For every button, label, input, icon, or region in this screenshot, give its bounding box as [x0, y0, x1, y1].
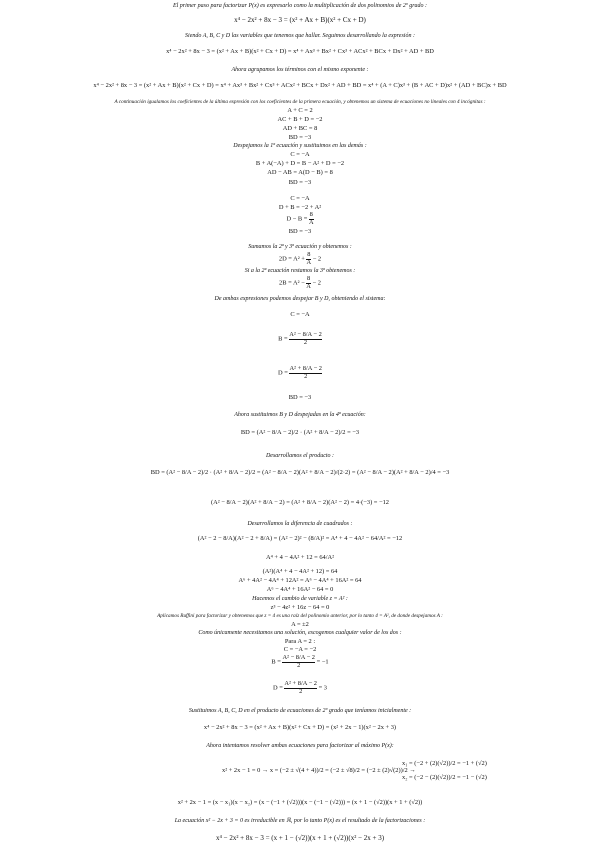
equation-step: A⁶ + 4A² − 4A⁴ + 12A² = A⁶ − 4A⁴ + 16A² = 64 — [238, 577, 362, 584]
equation-bd-substituted: BD = (A² − 8/A − 2)/2 · (A² + 8/A − 2)/2 = −3 — [240, 429, 360, 436]
equation-step: z³ − 4z² + 16z − 64 = 0 — [270, 604, 330, 611]
explanation-text: Desarrollamos el producto : — [265, 453, 335, 459]
system-eq-3: D − B = $\frac{8}{A}$ — [286, 211, 314, 226]
system-eq-2: B + A(−A) + D = B − A² + D = −2 — [255, 160, 345, 167]
explanation-text: Hacemos el cambio de variable z = A² : — [252, 596, 348, 602]
intro-text: El primer paso para factorizar P(x) es expresarlo como la multiplicación de dos polinomios de 2º grado : — [172, 3, 428, 9]
explanation-text: Despejamos la 1ª ecuación y sustituimos en las demás : — [233, 143, 367, 149]
system-eq-4: BD = −3 — [288, 134, 312, 141]
equation-step: A⁶ − 4A⁴ + 16A² − 64 = 0 — [266, 586, 334, 593]
system-eq-1: A + C = 2 — [287, 107, 313, 114]
system-eq-2: AC + B + D = −2 — [277, 116, 323, 123]
equation-expanded: x⁴ − 2x² + 8x − 3 = (x² + Ax + B)(x² + Cx + D) = x⁴ + Ax³ + Bx² + Cx³ + ACx² + BCx + Dx² + AD + BD — [166, 48, 434, 55]
system-eq-1: C = −A — [290, 195, 310, 202]
equation-grouped: x⁴ − 2x² + 8x − 3 = (x² + Ax + B)(x² + Cx + D) = x⁴ + Ax³ + Bx² + Cx³ + ACx² + BCx + Dx² + AD + BD = x⁴ + (A + C)x³ + (B + AC + D)x² + (AD + BC)x + BD — [93, 82, 507, 89]
root-x1: x₁ = (−2 + (2)(√2))/2 = −1 + (√2) — [402, 760, 487, 767]
explanation-text: Como únicamente necesitamos una solución, escogemos cualquier valor de los dos : — [198, 630, 402, 636]
equation-final: x⁴ − 2x² + 8x − 3 = (x + 1 − (√2))(x + 1 + (√2))(x² − 2x + 3) — [215, 834, 385, 842]
explanation-text: A continuación igualamos los coeficientes de la última expresión con los coeficientes de la primera ecuación, y obtenemos un sistema de ecuaciones no lineales con 4 incógnitas : — [114, 99, 486, 105]
system-eq-1: C = −A — [290, 151, 310, 158]
equation-2b: 2B = A² − $\frac{8}{A}$ − 2 — [279, 275, 321, 290]
equation-quadratic-solve: x² + 2x − 1 = 0 → x = (−2 ± √(4 + 4))/2 = (−2 ± √8)/2 = (−2 ± (2)√(2))/2 → — [222, 767, 416, 774]
equation-roots-factored: x² + 2x − 1 = (x − x₁)(x − x₂) = (x − (−1 + (√2)))(x − (−1 − (√2))) = (x + 1 − (√2))(x + 1 + (√2)) — [177, 799, 423, 806]
equation-diff-squares: (A² − 2 − 8/A)(A² − 2 + 8/A) = (A² − 2)² − (8/A)² = A⁴ + 4 − 4A² − 64/A² = −12 — [197, 535, 403, 542]
explanation-text: Ahora agrupamos los términos con el mismo exponente : — [231, 67, 369, 73]
system-eq-bd: BD = −3 — [288, 394, 312, 401]
explanation-text: De ambas expresiones podemos despejar B y D, obteniendo el sistema: — [214, 296, 386, 302]
explanation-text: Siendo A, B, C y D las variables que tenemos que hallar. Seguimos desarrollando la expresión : — [185, 33, 415, 39]
explanation-text: La ecuación x² − 2x + 3 = 0 es irreducible en ℝ, por lo tanto P(x) es el resultado de la factorizaciones : — [174, 818, 426, 824]
system-eq-d: D = $\frac{\text{A² + 8/A − 2}}{2}$ — [278, 365, 322, 380]
system-eq-3: AD + BC = 8 — [282, 125, 318, 132]
equation-step: Para A = 2 : — [284, 638, 316, 645]
equation-b-value: B = $\frac{\text{A² − 8/A − 2}}{2}$ = −1 — [271, 654, 329, 669]
explanation-text: Sumamos la 2ª y 3ª ecuación y obtenemos : — [248, 244, 352, 250]
equation-step: (A²)(A⁴ + 4 − 4A² + 12) = 64 — [262, 568, 338, 575]
equation-product: BD = (A² − 8/A − 2)/2 · (A² + 8/A − 2)/2 = (A² − 8/A − 2)(A² + 8/A − 2)/(2·2) = (A² − 8/A − 2)(A² + 8/A − 2)/4 = −3 — [150, 469, 450, 476]
equation-factored: x⁴ − 2x² + 8x − 3 = (x² + Ax + B)(x² + Cx + D) = (x² + 2x − 1)(x² − 2x + 3) — [203, 724, 397, 731]
equation-2d: 2D = A² + $\frac{8}{A}$ − 2 — [278, 251, 322, 266]
equation-step: C = −A = −2 — [283, 646, 317, 653]
explanation-text: Desarrollamos la diferencia de cuadrados : — [247, 521, 353, 527]
system-eq-4: BD = −3 — [288, 228, 312, 235]
explanation-text: Si a la 2ª ecuación restamos la 3ª obtenemos : — [244, 268, 356, 274]
system-eq-2: D + B = −2 + A² — [278, 204, 322, 211]
explanation-text: Sustituimos A, B, C, D en el producto de ecuaciones de 2º grado que teníamos inicialmente : — [188, 708, 412, 714]
system-eq-c: C = −A — [290, 311, 310, 318]
equation-d-value: D = $\frac{\text{A² + 8/A − 2}}{2}$ = 3 — [272, 680, 327, 695]
equation-product-simplified: (A² − 8/A − 2)(A² + 8/A − 2) = (A² + 8/A − 2)(A² − 2) = 4·(−3) = −12 — [211, 499, 389, 506]
equation-step: A⁴ + 4 − 4A² + 12 = 64/A² — [265, 554, 335, 561]
root-x2: x₂ = (−2 − (2)(√2))/2 = −1 − (√2) — [402, 774, 487, 781]
explanation-text: Ahora sustituimos B y D despejadas en la 4ª ecuación: — [234, 412, 366, 418]
equation-step: A = ±2 — [291, 621, 309, 628]
explanation-text: Aplicamos Ruffini para factorizar y obtenemos que z = 4 es una raíz del polinomio anterior, por lo tanto 4 = A², de donde despejamos A : — [157, 613, 443, 619]
system-eq-4: BD = −3 — [288, 179, 312, 186]
system-eq-3: AD − AB = A(D − B) = 8 — [267, 169, 333, 176]
explanation-text: Ahora intentamos resolver ambas ecuaciones para factorizar al máximo P(x): — [206, 743, 394, 749]
equation-initial: x⁴ − 2x² + 8x − 3 = (x² + Ax + B)(x² + Cx + D) — [234, 16, 366, 24]
system-eq-b: B = $\frac{\text{A² − 8/A − 2}}{2}$ — [278, 331, 322, 346]
